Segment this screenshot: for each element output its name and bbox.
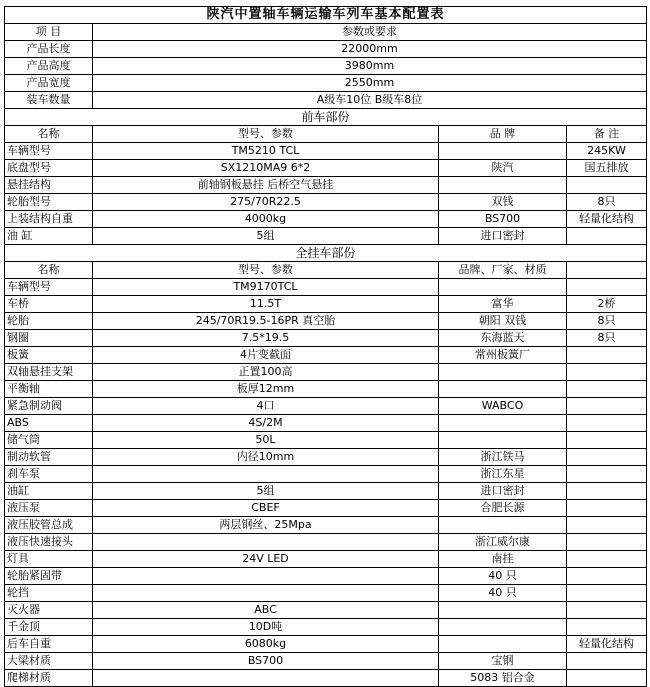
row-remark	[567, 347, 647, 364]
row-label: 悬挂结构	[5, 177, 93, 194]
row-label: 轮胎紧固带	[5, 568, 93, 585]
row-model: 50L	[93, 432, 439, 449]
row-model: 板厚12mm	[93, 381, 439, 398]
row-label: 油 缸	[5, 228, 93, 245]
table-row	[5, 517, 647, 534]
row-model: 前轴钢板悬挂 后桥空气悬挂	[93, 177, 439, 194]
document-title-row	[5, 7, 647, 24]
table-row	[5, 568, 647, 585]
row-remark	[567, 415, 647, 432]
row-remark	[567, 551, 647, 568]
table-row	[5, 381, 647, 398]
row-model: CBEF	[93, 500, 439, 517]
row-brand: 40 只	[439, 568, 567, 585]
row-brand: 富华	[439, 296, 567, 313]
table-row	[5, 670, 647, 687]
row-model: 11.5T	[93, 296, 439, 313]
row-brand: 东海蓝天	[439, 330, 567, 347]
section-header-trailer	[5, 245, 647, 262]
row-label: 液压快速接头	[5, 534, 93, 551]
row-label: 爬梯材质	[5, 670, 93, 687]
table-row	[5, 160, 647, 177]
table-row	[5, 143, 647, 160]
row-value: A级车10位 B级车8位	[93, 92, 647, 109]
row-label: 车辆型号	[5, 143, 93, 160]
table-row	[5, 279, 647, 296]
section-title: 全挂车部份	[5, 245, 647, 262]
row-label: 制动软管	[5, 449, 93, 466]
row-remark: 2桥	[567, 296, 647, 313]
table-row	[5, 653, 647, 670]
row-model: 24V LED	[93, 551, 439, 568]
row-label: 产品宽度	[5, 75, 93, 92]
row-label: 产品长度	[5, 41, 93, 58]
row-model: 10D吨	[93, 619, 439, 636]
row-model: 6080kg	[93, 636, 439, 653]
row-model: 两层钢丝、25Mpa	[93, 517, 439, 534]
row-brand	[439, 432, 567, 449]
row-brand: 双钱	[439, 194, 567, 211]
row-label: 双轴悬挂支架	[5, 364, 93, 381]
row-brand: 浙江威尔康	[439, 534, 567, 551]
table-row	[5, 500, 647, 517]
row-remark	[567, 585, 647, 602]
col-header-name: 名称	[5, 262, 93, 279]
table-row	[5, 534, 647, 551]
row-brand: 南挂	[439, 551, 567, 568]
row-brand: WABCO	[439, 398, 567, 415]
row-model: 5组	[93, 228, 439, 245]
row-brand: 朝阳 双钱	[439, 313, 567, 330]
front-column-header-row	[5, 126, 647, 143]
row-label: 刹车泵	[5, 466, 93, 483]
row-label: 板簧	[5, 347, 93, 364]
table-row	[5, 330, 647, 347]
row-label: 轮胎型号	[5, 194, 93, 211]
table-row	[5, 194, 647, 211]
row-remark	[567, 670, 647, 687]
row-brand	[439, 364, 567, 381]
table-row	[5, 432, 647, 449]
row-model	[93, 534, 439, 551]
table-row	[5, 483, 647, 500]
row-brand	[439, 517, 567, 534]
table-row	[5, 75, 647, 92]
row-remark	[567, 177, 647, 194]
row-label: 储气筒	[5, 432, 93, 449]
row-brand: BS700	[439, 211, 567, 228]
row-remark	[567, 364, 647, 381]
row-label: 底盘型号	[5, 160, 93, 177]
row-remark	[567, 500, 647, 517]
row-label: 大梁材质	[5, 653, 93, 670]
row-brand: 宝钢	[439, 653, 567, 670]
row-label: 上装结构自重	[5, 211, 93, 228]
row-remark: 8只	[567, 194, 647, 211]
row-value: 2550mm	[93, 75, 647, 92]
row-model: TM9170TCL	[93, 279, 439, 296]
row-model: 7.5*19.5	[93, 330, 439, 347]
table-row	[5, 228, 647, 245]
row-remark	[567, 517, 647, 534]
row-remark: 轻量化结构	[567, 636, 647, 653]
row-label: 车桥	[5, 296, 93, 313]
table-row	[5, 415, 647, 432]
row-label: 液压胶管总成	[5, 517, 93, 534]
row-label: 装车数量	[5, 92, 93, 109]
row-value: 3980mm	[93, 58, 647, 75]
col-header-name: 名称	[5, 126, 93, 143]
row-model: SX1210MA9 6*2	[93, 160, 439, 177]
row-model: TM5210 TCL	[93, 143, 439, 160]
row-model	[93, 585, 439, 602]
row-brand: 40 只	[439, 585, 567, 602]
row-model: ABC	[93, 602, 439, 619]
row-label: 灭火器	[5, 602, 93, 619]
row-remark: 轻量化结构	[567, 211, 647, 228]
row-remark: 8只	[567, 313, 647, 330]
row-brand	[439, 381, 567, 398]
row-remark	[567, 483, 647, 500]
section-header-front	[5, 109, 647, 126]
row-model	[93, 466, 439, 483]
table-row	[5, 602, 647, 619]
row-brand: 合肥长源	[439, 500, 567, 517]
col-header-model: 型号、参数	[93, 262, 439, 279]
row-label: 液压泵	[5, 500, 93, 517]
row-brand: 常州板簧厂	[439, 347, 567, 364]
row-brand	[439, 636, 567, 653]
table-row	[5, 347, 647, 364]
row-brand: 浙江东星	[439, 466, 567, 483]
table-row	[5, 296, 647, 313]
table-row	[5, 585, 647, 602]
table-body	[5, 7, 647, 687]
row-brand: 进口密封	[439, 228, 567, 245]
row-value: 22000mm	[93, 41, 647, 58]
col-header-remark	[567, 262, 647, 279]
row-model: 正置100高	[93, 364, 439, 381]
row-label: 油缸	[5, 483, 93, 500]
row-brand	[439, 279, 567, 296]
row-label: 钢圈	[5, 330, 93, 347]
row-model	[93, 568, 439, 585]
row-remark: 245KW	[567, 143, 647, 160]
row-model: 4口	[93, 398, 439, 415]
table-row	[5, 364, 647, 381]
row-remark: 8只	[567, 330, 647, 347]
row-remark	[567, 466, 647, 483]
table-row	[5, 177, 647, 194]
table-row	[5, 92, 647, 109]
row-label: 灯具	[5, 551, 93, 568]
row-remark	[567, 228, 647, 245]
row-brand: 进口密封	[439, 483, 567, 500]
row-remark	[567, 449, 647, 466]
row-model: 5组	[93, 483, 439, 500]
trailer-column-header-row	[5, 262, 647, 279]
row-brand: 浙江铁马	[439, 449, 567, 466]
col-header-brand: 品 牌	[439, 126, 567, 143]
table-row	[5, 551, 647, 568]
row-brand: 5083 铝合金	[439, 670, 567, 687]
row-model: 245/70R19.5-16PR 真空胎	[93, 313, 439, 330]
row-model: 4S/2M	[93, 415, 439, 432]
table-row	[5, 211, 647, 228]
row-remark	[567, 398, 647, 415]
specification-table	[4, 6, 647, 687]
row-remark	[567, 381, 647, 398]
row-remark	[567, 653, 647, 670]
row-remark	[567, 534, 647, 551]
row-model: 内径10mm	[93, 449, 439, 466]
row-remark	[567, 619, 647, 636]
row-remark	[567, 602, 647, 619]
row-model: BS700	[93, 653, 439, 670]
table-row	[5, 449, 647, 466]
section-title: 前车部份	[5, 109, 647, 126]
table-row	[5, 313, 647, 330]
row-model: 4000kg	[93, 211, 439, 228]
table-row	[5, 41, 647, 58]
header-row	[5, 24, 647, 41]
row-remark	[567, 432, 647, 449]
row-label: 产品高度	[5, 58, 93, 75]
row-label: 后车自重	[5, 636, 93, 653]
page-title: 陕汽中置轴车辆运输车列车基本配置表	[5, 7, 647, 24]
row-label: ABS	[5, 415, 93, 432]
row-label: 平衡轴	[5, 381, 93, 398]
table-row	[5, 398, 647, 415]
col-header-remark: 备 注	[567, 126, 647, 143]
row-label: 紧急制动阀	[5, 398, 93, 415]
row-brand	[439, 415, 567, 432]
row-label: 轮胎	[5, 313, 93, 330]
row-remark: 国五排放	[567, 160, 647, 177]
table-row	[5, 58, 647, 75]
table-row	[5, 466, 647, 483]
row-brand	[439, 177, 567, 194]
row-model	[93, 670, 439, 687]
col-header-brand: 品牌、厂家、材质	[439, 262, 567, 279]
row-model: 4片变截面	[93, 347, 439, 364]
header-cell-params: 参数或要求	[93, 24, 647, 41]
row-label: 千金顶	[5, 619, 93, 636]
col-header-model: 型号、参数	[93, 126, 439, 143]
row-remark	[567, 568, 647, 585]
header-cell-item: 项 目	[5, 24, 93, 41]
row-label: 轮挡	[5, 585, 93, 602]
table-row	[5, 619, 647, 636]
row-brand	[439, 602, 567, 619]
row-label: 车辆型号	[5, 279, 93, 296]
row-brand	[439, 143, 567, 160]
row-brand: 陕汽	[439, 160, 567, 177]
row-brand	[439, 619, 567, 636]
row-model: 275/70R22.5	[93, 194, 439, 211]
table-row	[5, 636, 647, 653]
row-remark	[567, 279, 647, 296]
